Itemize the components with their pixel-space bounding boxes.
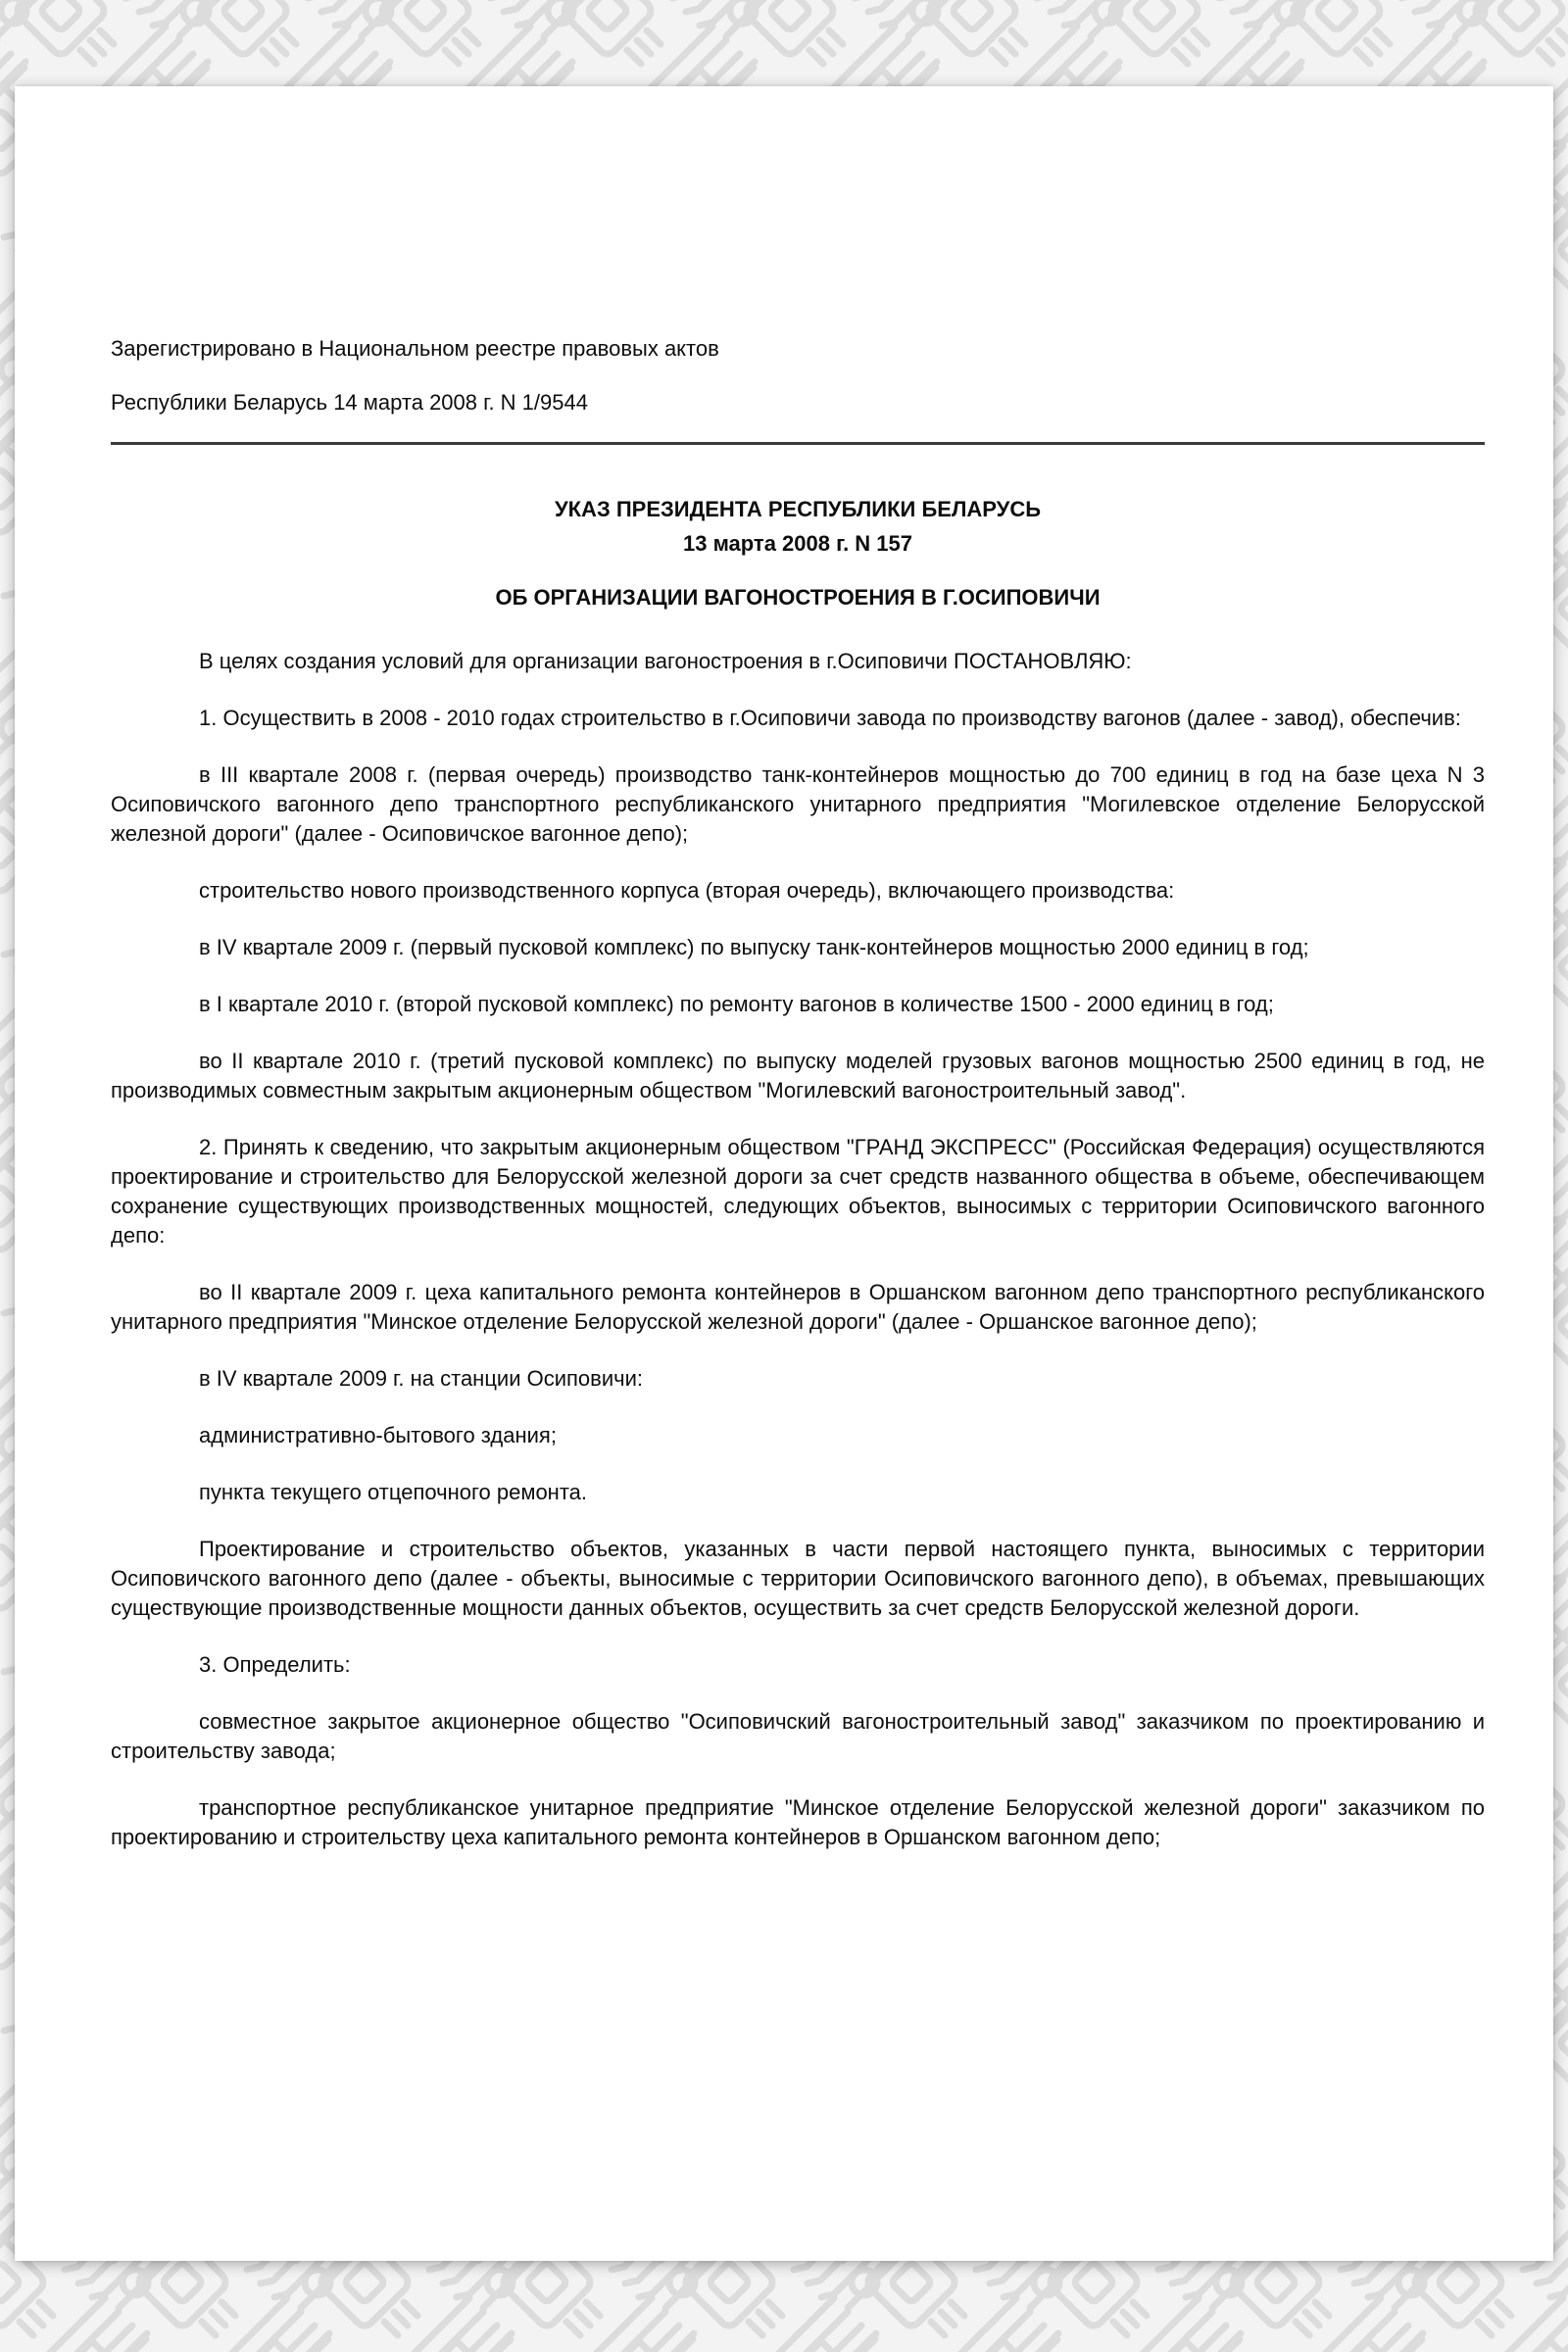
document-paragraph: во II квартале 2009 г. цеха капитального ремонта контейнеров в Оршанском вагонном депо транспортного республиканского унитарного предприятия "Минское отделение Белорусской железной дороги" (далее - Оршанское вагонное депо); [111, 1280, 1485, 1334]
document-paragraph: в IV квартале 2009 г. на станции Осиповичи: [199, 1366, 644, 1391]
document-paragraph: во II квартале 2010 г. (третий пусковой комплекс) по выпуску моделей грузовых вагонов мощностью 2500 единиц в год, не производимых совместным закрытым акционерным обществом "Могилевский вагоностроительный завод". [111, 1049, 1485, 1102]
registration-line-1: Зарегистрировано в Национальном реестре правовых актов [111, 336, 719, 361]
document-body [111, 647, 1485, 1938]
document-paragraph: 1. Осуществить в 2008 - 2010 годах строительство в г.Осиповичи завода по производству вагонов (далее - завод), обеспечив: [199, 706, 1461, 730]
document-paragraph: административно-бытового здания; [199, 1423, 557, 1447]
document-paragraph: совместное закрытое акционерное общество "Осиповичский вагоностроительный завод" заказчиком по проектированию и строительству завода; [111, 1709, 1485, 1763]
document-paragraph: 3. Определить: [199, 1652, 351, 1677]
document-content [111, 86, 1485, 1938]
document-paragraph: 2. Принять к сведению, что закрытым акционерным обществом "ГРАНД ЭКСПРЕСС" (Российская Федерация) осуществляются проектирование и строительство для Белорусской железной дороги за счет средств названного общества в объеме, обеспечивающем сохранение существующих производственных мощностей, следующих объектов, выносимых с территории Осиповичского вагонного депо: [111, 1135, 1485, 1248]
decree-title: УКАЗ ПРЕЗИДЕНТА РЕСПУБЛИКИ БЕЛАРУСЬ [554, 497, 1042, 521]
registration-line-2: Республики Беларусь 14 марта 2008 г. N 1/9544 [111, 390, 588, 415]
document-paragraph: пункта текущего отцепочного ремонта. [199, 1480, 587, 1504]
divider-rule [111, 442, 1485, 445]
document-paragraph: в III квартале 2008 г. (первая очередь) производство танк-контейнеров мощностью до 700 единиц в год на базе цеха N 3 Осиповичского вагонного депо транспортного республиканского унитарного предприятия "Могилевское отделение Белорусской железной дороги" (далее - Осиповичское вагонное депо); [111, 762, 1485, 846]
document-paragraph: в IV квартале 2009 г. (первый пусковой комплекс) по выпуску танк-контейнеров мощностью 2000 единиц в год; [199, 935, 1309, 959]
decree-date-number: 13 марта 2008 г. N 157 [682, 531, 913, 556]
document-paragraph: В целях создания условий для организации вагоностроения в г.Осиповичи ПОСТАНОВЛЯЮ: [199, 649, 1132, 673]
document-paragraph: в I квартале 2010 г. (второй пусковой комплекс) по ремонту вагонов в количестве 1500 - 2000 единиц в год; [199, 992, 1274, 1016]
decree-title-block [111, 492, 1485, 561]
document-paragraph: Проектирование и строительство объектов, указанных в части первой настоящего пункта, выносимых с территории Осиповичского вагонного депо (далее - объекты, выносимые с территории Осиповичского вагонного депо), в объемах, превышающих существующие производственные мощности данных объектов, осуществить за счет средств Белорусской железной дороги. [111, 1537, 1485, 1620]
decree-subject: ОБ ОРГАНИЗАЦИИ ВАГОНОСТРОЕНИЯ В Г.ОСИПОВИЧИ [495, 585, 1101, 610]
document-paragraph: транспортное республиканское унитарное предприятие "Минское отделение Белорусской железной дороги" заказчиком по проектированию и строительству цеха капитального ремонта контейнеров в Оршанском вагонном депо; [111, 1795, 1485, 1849]
document-page [15, 86, 1553, 2261]
document-paragraph: строительство нового производственного корпуса (вторая очередь), включающего производства: [199, 878, 1175, 903]
